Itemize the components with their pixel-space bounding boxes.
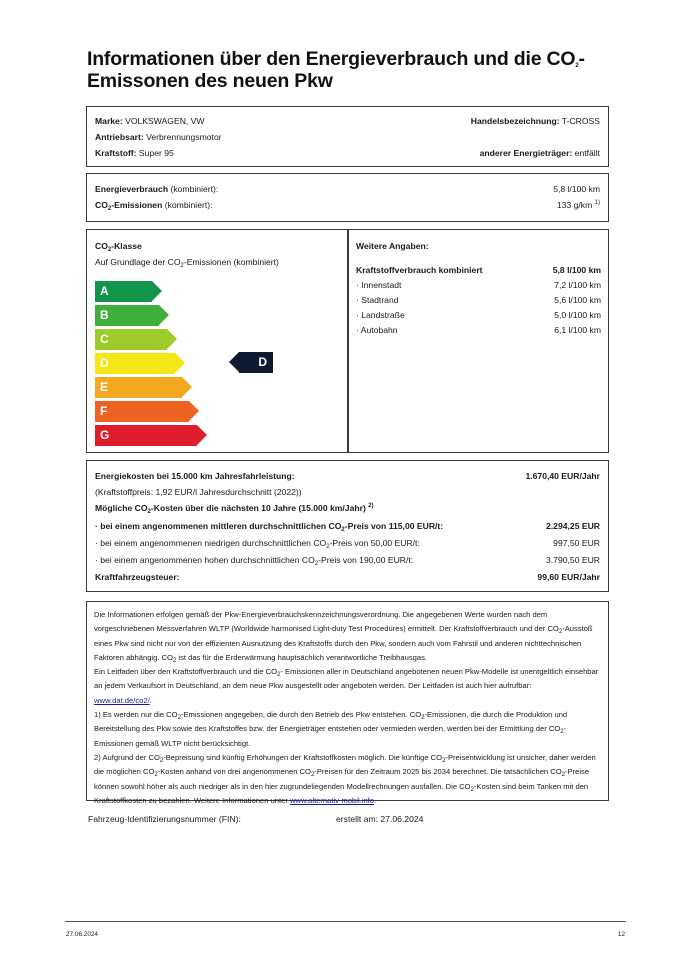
note-paragraph-1: Die Informationen erfolgen gemäß der Pkw-Energieverbrauchskennzeichnungsverordnung. Die angegebenen Werte wurden nach dem vorgeschriebenen Messverfahren WLTP (Worldwide harmonised Light-duty Test Procedures) ermittelt. Der Kraftstoffverbrauch und der $CO_2$-Ausstoß eines Pkw sind nicht nur von der effizienten Ausnutzung des Kraftstoffs durch den Pkw, sondern auch vom Fahrstil und anderen nichttechnischen Faktoren abhängig. $CO_2$ ist das für die Erderwärmung hauptsächlich verantwortliche Treibhausgas. (94, 610, 593, 664)
energiekosten-value: 1.670,40 EUR/Jahr (525, 471, 600, 481)
co2-klasse-subheading: Auf Grundlage der $CO_2$-Emissionen (kombiniert) (95, 257, 279, 269)
marke-value: VOLKSWAGEN, VW (125, 116, 205, 126)
co2-class-box (86, 229, 609, 453)
arrow-right-icon (167, 329, 177, 349)
vehicle-info-box (86, 106, 609, 167)
antriebsart-row: Antriebsart: Verbrennungsmotor (95, 132, 222, 142)
kraftfahrzeugsteuer-row: Kraftfahrzeugsteuer: 99,60 EUR/Jahr (95, 572, 600, 582)
costs-box (86, 460, 609, 592)
co2-class-bar-b: B (95, 305, 159, 326)
column-divider (347, 230, 349, 452)
arrow-left-icon (229, 352, 239, 372)
erstellt-am: erstellt am: 27.06.2024 (336, 814, 424, 824)
co2-scenario-mittel-row: · bei einem angenommenen mittleren durchschnittlichen $CO_2$-Preis von 115,00 EUR/t: 2.294,25 EUR (95, 521, 600, 533)
alternativ-mobil-link[interactable]: www.alternativ-mobil.info (290, 795, 374, 805)
dat-link[interactable]: www.dat.de/co2/ (94, 695, 150, 705)
page-title: Informationen über den Energieverbrauch und die $CO_2-$ Emissonen des neuen Pkw (87, 48, 585, 92)
co2-class-bar-g: G (95, 425, 197, 446)
kraftstoffpreis-row: (Kraftstoffpreis: 1,92 EUR/l Jahresdurchschnitt (2022)) (95, 487, 302, 497)
energieverbrauch-value: 5,8 l/100 km (553, 184, 600, 194)
landstrasse-row: · Landstraße 5,0 l/100 km (356, 310, 601, 320)
co2-scenario-niedrig-row: · bei einem angenommenen niedrigen durchschnittlichen $CO_2$-Preis von 50,00 EUR/t: 997,50 EUR (95, 538, 600, 550)
footer-date: 27.06.2024 (66, 931, 98, 938)
arrow-right-icon (175, 353, 185, 373)
kraftstoff-value: Super 95 (138, 148, 174, 158)
innenstadt-row: · Innenstadt 7,2 l/100 km (356, 280, 601, 290)
notes-box (86, 601, 609, 805)
co2-emissionen-row: $CO_2$-Emissionen (kombiniert): 133 g/km $^{1)}$ (95, 200, 600, 212)
stadtrand-row: · Stadtrand 5,6 l/100 km (356, 295, 601, 305)
current-class-marker: D (239, 352, 273, 373)
footer-divider (65, 921, 626, 922)
arrow-right-icon (182, 377, 192, 397)
arrow-right-icon (159, 305, 169, 325)
co2-class-bar-d: D (95, 353, 175, 374)
co2-class-bar-c: C (95, 329, 167, 350)
co2-class-bar-a: A (95, 281, 152, 302)
andere-energietraeger-value: entfällt (574, 148, 600, 158)
arrow-right-icon (152, 281, 162, 301)
arrow-right-icon (197, 425, 207, 445)
weitere-angaben-heading: Weitere Angaben: (356, 241, 429, 251)
co2-class-bar-e: E (95, 377, 182, 398)
antriebsart-value: Verbrennungsmotor (146, 132, 222, 142)
energiekosten-row: Energiekosten bei 15.000 km Jahresfahrleistung: 1.670,40 EUR/Jahr (95, 471, 600, 481)
arrow-right-icon (189, 401, 199, 421)
notes-text (94, 608, 601, 808)
co2-scenario-hoch-row: · bei einem angenommenen hohen durchschnittlichen $CO_2$-Preis von 190,00 EUR/t: 3.790,50 EUR (95, 555, 600, 567)
fin-label: Fahrzeug-Identifizierungsnummer (FIN): (88, 814, 241, 824)
co2-class-bar-f: F (95, 401, 189, 422)
marke-row: Marke: VOLKSWAGEN, VW Handelsbezeichnung: T-CROSS (95, 116, 600, 126)
consumption-box (86, 173, 609, 222)
co2-klasse-heading: $CO_2$-Klasse (95, 241, 142, 253)
autobahn-row: · Autobahn 6,1 l/100 km (356, 325, 601, 335)
kraftstoff-row: Kraftstoff: Super 95 anderer Energieträger: entfällt (95, 148, 600, 158)
co2-emissionen-value: 133 g/km (556, 200, 593, 210)
footnote-2: 2) Aufgrund der $CO_2$-Bepreisung sind künftig Erhöhungen der Kraftstoffkosten möglich. Die künftige $CO_2$-Preisentwicklung ist unsicher, daher werden die möglichen $CO_2$-Kosten anhand von drei angenommenen $CO_2$-Preisen für den Zeitraum 2025 bis 2034 berechnet. Die tatsächlichen $CO_2$-Preise können sowohl höher als auch niedriger als in den hier zugrundeliegenden Modellrechnungen ausfallen. Die $CO_2$-Kosten sind beim Tanken mit den Kraftstoffkosten zu bezahlen. Weitere Informationen unter www.alternativ-mobil.info. (94, 752, 596, 805)
note-paragraph-2: Ein Leitfaden über den Kraftstoffverbrauch und die $CO_2-$ Emissionen aller in Deutschland angebotenen neuen Pkw-Modelle ist unentgeltlich einsehbar an jedem Verkaufsort in Deutschland, an dem neue Pkw ausgestellt oder angeboten werden. Der Leitfaden ist auch hier aufrufbar: www.dat.de/co2/. (94, 667, 599, 705)
energieverbrauch-row: Energieverbrauch (kombiniert): 5,8 l/100 km (95, 184, 600, 194)
page-number: 12 (617, 931, 625, 938)
co2-kosten-heading: Mögliche $CO_2$-Kosten über die nächsten 10 Jahre (15.000 km/Jahr) $^{2)}$ (95, 503, 374, 515)
footnote-1: 1) Es werden nur die $CO_2$-Emissionen angegeben, die durch den Betrieb des Pkw entstehen. $CO_2$-Emissionen, die durch die Produktion und Bereitstellung des Pkw sowie des Kraftstoffes bzw. der Energieträger entstehen oder vermieden werden, werden bei der Ermittlung der $CO_2$-Emissionen gemäß WLTP nicht berücksichtigt. (94, 710, 568, 748)
handelsbezeichnung-value: T-CROSS (561, 116, 600, 126)
kraftstoffverbrauch-kombiniert-row: Kraftstoffverbrauch kombiniert 5,8 l/100 km (356, 265, 601, 275)
